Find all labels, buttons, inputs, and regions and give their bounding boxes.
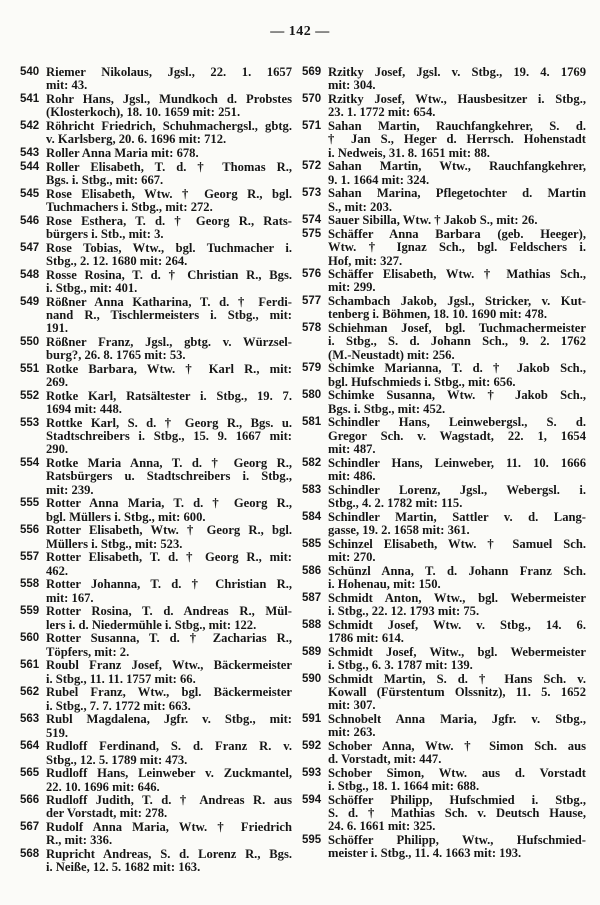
entry-text-line: R., mit: 336. — [46, 833, 113, 848]
register-entry — [20, 457, 292, 497]
register-entry — [20, 242, 292, 269]
entry-number: 583 — [302, 483, 322, 496]
entry-text-line: Rubl Magdalena, Jgfr. v. Stbg., mit: — [46, 712, 292, 727]
entry-number: 566 — [20, 794, 40, 807]
register-entry — [20, 215, 292, 242]
register-entry — [20, 336, 292, 363]
entry-text-line: d. Vorstadt, mit: 447. — [328, 752, 442, 767]
entry-text-line: Sahan Martin, Rauchfangkehrer, S. d. — [328, 118, 586, 133]
register-entry — [20, 147, 292, 160]
entry-text-line: 23. 1. 1772 mit: 654. — [328, 105, 436, 120]
register-entry — [302, 646, 586, 673]
entry-text-line: Schmidt Josef, Witw., bgl. Webermeister — [328, 644, 586, 659]
entry-text-line: tenberg i. Böhmen, 18. 10. 1690 mit: 478. — [328, 307, 547, 322]
entry-text-line: Rose Elisabeth, Wtw. † Georg R., bgl. — [46, 186, 292, 201]
entry-text-line: bgl. Hufschmieds i. Stbg., mit: 656. — [328, 374, 516, 389]
entry-number: 562 — [20, 686, 40, 699]
entry-text-line: Rottke Karl, S. d. † Georg R., Bgs. u. — [46, 415, 292, 430]
entry-text-line: meister i. Stbg., 11. 4. 1663 mit: 193. — [328, 846, 522, 861]
entry-text-line: i. Stbg., 22. 12. 1793 mit: 75. — [328, 603, 480, 618]
entry-text-line: burg?, 26. 8. 1765 mit: 53. — [46, 348, 186, 363]
entry-text-line: (Klosterkoch), 18. 10. 1659 mit: 251. — [46, 105, 241, 120]
entry-text-line: Rosse Rosina, T. d. † Christian R., Bgs. — [46, 267, 292, 282]
entry-number: 568 — [20, 848, 40, 861]
entry-number: 579 — [302, 362, 322, 375]
entry-number: 556 — [20, 524, 40, 537]
entry-text-line: S. d. † Mathias Sch. v. Deutsch Hause, — [328, 806, 586, 821]
register-entry — [20, 524, 292, 551]
entry-text-line: Schinzel Elisabeth, Wtw. † Samuel Sch. — [328, 536, 586, 551]
entry-text-line: Schmidt Martin, S. d. † Hans Sch. v. — [328, 671, 586, 686]
entry-number: 587 — [302, 591, 322, 604]
register-entry — [20, 740, 292, 767]
entry-text-line: Rotter Anna Maria, T. d. † Georg R., — [46, 496, 292, 511]
entry-text-line: mit: 299. — [328, 280, 376, 295]
entry-number: 551 — [20, 362, 40, 375]
page-number: — 142 — — [270, 24, 330, 39]
register-entry — [20, 605, 292, 632]
entry-number: 580 — [302, 389, 322, 402]
entry-text-line: mit: 270. — [328, 549, 376, 564]
entry-number: 547 — [20, 241, 40, 254]
entry-text-line: Bgs. i. Stbg., mit: 667. — [46, 172, 164, 187]
entry-text-line: Rzitky Josef, Wtw., Hausbesitzer i. Stbg., — [328, 91, 586, 106]
entry-text-line: der Vorstadt, mit: 278. — [46, 806, 168, 821]
entry-text-line: Rotter Elisabeth, T. d. † Georg R., mit: — [46, 550, 292, 565]
register-entry — [302, 66, 586, 93]
left-column — [20, 66, 292, 875]
register-entry — [302, 767, 586, 794]
register-entry — [20, 269, 292, 296]
entry-text-line: i. Nedweis, 31. 8. 1651 mit: 88. — [328, 145, 490, 160]
entry-number: 557 — [20, 551, 40, 564]
entry-text-line: 462. — [46, 563, 69, 578]
register-entry — [302, 268, 586, 295]
register-entry — [20, 848, 292, 875]
entry-text-line: i. Stbg., 6. 3. 1787 mit: 139. — [328, 657, 473, 672]
entry-text-line: 519. — [46, 725, 69, 740]
register-entry — [302, 93, 586, 120]
entry-text-line: Kowall (Fürstentum Olssnitz), 11. 5. 1652 — [328, 684, 586, 699]
register-entry — [302, 538, 586, 565]
entry-number: 554 — [20, 457, 40, 470]
register-entry — [20, 632, 292, 659]
entry-text-line: (M.-Neustadt) mit: 256. — [328, 347, 455, 362]
entry-text-line: Röhricht Friedrich, Schuhmachergsl., gbtg. — [46, 118, 292, 133]
register-entry — [302, 713, 586, 740]
register-entry — [20, 551, 292, 578]
register-entry — [302, 187, 586, 214]
entry-text-line: Schimke Marianna, T. d. † Jakob Sch., — [328, 361, 586, 376]
entry-number: 576 — [302, 268, 322, 281]
entry-text-line: Müllers i. Stbg., mit: 523. — [46, 536, 183, 551]
entry-text-line: Schindler Hans, Leinweber, 11. 10. 1666 — [328, 455, 586, 470]
entry-text-line: Rudloff Hans, Leinweber v. Zuckmantel, — [46, 766, 292, 781]
entry-text-line: Rohr Hans, Jgsl., Mundkoch d. Probstes — [46, 91, 292, 106]
entry-text-line: Roller Anna Maria mit: 678. — [46, 145, 199, 160]
entry-number: 592 — [302, 739, 322, 752]
entry-text-line: v. Karlsberg, 20. 6. 1696 mit: 712. — [46, 132, 227, 147]
entry-text-line: Rößner Anna Katharina, T. d. † Ferdi- — [46, 294, 292, 309]
register-entry — [302, 457, 586, 484]
entry-text-line: 24. 6. 1661 mit: 325. — [328, 819, 436, 834]
entry-text-line: 1786 mit: 614. — [328, 630, 404, 645]
register-entry — [20, 93, 292, 120]
entry-text-line: mit: 304. — [328, 78, 376, 93]
entry-number: 541 — [20, 92, 40, 105]
entry-number: 574 — [302, 214, 322, 227]
register-entry — [302, 740, 586, 767]
entry-text-line: Stbg., 4. 2. 1782 mit: 115. — [328, 495, 463, 510]
entry-number: 591 — [302, 712, 322, 725]
entry-number: 584 — [302, 510, 322, 523]
register-entry — [20, 686, 292, 713]
entry-text-line: mit: 43. — [46, 78, 88, 93]
register-entry — [20, 66, 292, 93]
entry-text-line: Rose Esthera, T. d. † Georg R., Rats- — [46, 213, 292, 228]
entry-number: 578 — [302, 322, 322, 335]
entry-text-line: † Jan S., Heger d. Herrsch. Hohenstadt — [328, 132, 586, 147]
entry-number: 581 — [302, 416, 322, 429]
entry-number: 555 — [20, 497, 40, 510]
entry-text-line: Rotter Rosina, T. d. Andreas R., Mül- — [46, 604, 292, 619]
entry-text-line: Roubl Franz Josef, Wtw., Bäckermeister — [46, 658, 292, 673]
register-entry — [302, 592, 586, 619]
entry-text-line: Rotter Johanna, T. d. † Christian R., — [46, 577, 292, 592]
register-entry — [20, 767, 292, 794]
entry-text-line: mit: 307. — [328, 698, 376, 713]
entry-number: 540 — [20, 66, 40, 78]
entry-number: 559 — [20, 605, 40, 618]
register-entry — [302, 120, 586, 160]
entry-text-line: 269. — [46, 375, 69, 390]
entry-text-line: Tuchmachers i. Stbg., mit: 272. — [46, 199, 213, 214]
entry-text-line: Stadtschreibers i. Stbg., 15. 9. 1667 mit: — [46, 429, 292, 444]
register-entry — [20, 296, 292, 336]
entry-text-line: Schünzl Anna, T. d. Johann Franz Sch. — [328, 563, 586, 578]
entry-text-line: Schöffer Philipp, Hufschmied i. Stbg., — [328, 792, 586, 807]
entry-text-line: Schindler Lorenz, Jgsl., Webergsl. i. — [328, 482, 586, 497]
entry-text-line: Gregor Sch. v. Wagstadt, 22. 1, 1654 — [328, 428, 586, 443]
register-entry — [302, 484, 586, 511]
entry-number: 590 — [302, 672, 322, 685]
entry-number: 546 — [20, 214, 40, 227]
entry-text-line: Wtw. † Ignaz Sch., bgl. Feldschers i. — [328, 240, 586, 255]
register-entry — [20, 188, 292, 215]
entry-text-line: i. Neiße, 12. 5. 1682 mit: 163. — [46, 860, 201, 875]
entry-text-line: Bgs. i. Stbg., mit: 452. — [328, 401, 446, 416]
entry-text-line: Sahan Marina, Pflegetochter d. Martin — [328, 186, 586, 201]
entry-text-line: gasse, 19. 2. 1658 mit: 361. — [328, 522, 470, 537]
entry-text-line: i. Stbg., 7. 7. 1772 mit: 663. — [46, 698, 191, 713]
entry-text-line: Schöffer Philipp, Wtw., Hufschmied- — [328, 833, 586, 848]
entry-text-line: Schindler Hans, Leinwebergsl., S. d. — [328, 415, 586, 430]
entry-text-line: Sahan Martin, Wtw., Rauchfangkehrer, — [328, 159, 586, 174]
register-entry — [302, 565, 586, 592]
entry-number: 548 — [20, 268, 40, 281]
entry-text-line: Schindler Martin, Sattler v. d. Lang- — [328, 509, 586, 524]
entry-text-line: Schnobelt Anna Maria, Jgfr. v. Stbg., — [328, 711, 586, 726]
entry-text-line: Stbg., 2. 12. 1680 mit: 264. — [46, 253, 188, 268]
entry-number: 545 — [20, 187, 40, 200]
entry-text-line: Rudloff Ferdinand, S. d. Franz R. v. — [46, 739, 292, 754]
right-column — [302, 66, 586, 861]
entry-text-line: Stbg., 12. 5. 1789 mit: 473. — [46, 752, 188, 767]
entry-text-line: bgl. Müllers i. Stbg., mit: 600. — [46, 509, 206, 524]
entry-text-line: Rose Tobias, Wtw., bgl. Tuchmacher i. — [46, 240, 292, 255]
entry-text-line: mit: 167. — [46, 590, 94, 605]
register-entry — [302, 389, 586, 416]
register-entry — [302, 511, 586, 538]
entry-text-line: Hof, mit: 327. — [328, 253, 403, 268]
entry-number: 560 — [20, 632, 40, 645]
entry-text-line: mit: 487. — [328, 442, 376, 456]
entry-number: 550 — [20, 335, 40, 348]
entry-text-line: Schmidt Josef, Wtw. v. Stbg., 14. 6. — [328, 617, 586, 632]
register-entry — [302, 794, 586, 834]
entry-text-line: Rotter Elisabeth, Wtw. † Georg R., bgl. — [46, 523, 292, 538]
entry-text-line: Schambach Jakob, Jgsl., Stricker, v. Kut- — [328, 294, 586, 309]
entry-text-line: Rößner Franz, Jgsl., gbtg. v. Würzsel- — [46, 334, 292, 349]
entry-number: 558 — [20, 578, 40, 591]
register-entry — [302, 362, 586, 389]
entry-number: 564 — [20, 740, 40, 753]
entry-number: 567 — [20, 821, 40, 834]
entry-text-line: mit: 239. — [46, 482, 94, 497]
entry-text-line: Rzitky Josef, Jgsl. v. Stbg., 19. 4. 1769 — [328, 65, 586, 79]
entry-text-line: S., mit: 203. — [328, 199, 393, 214]
entry-number: 549 — [20, 295, 40, 308]
entry-text-line: Töpfers, mit: 2. — [46, 644, 130, 659]
register-entry — [20, 417, 292, 457]
entry-text-line: i. Stbg., 18. 1. 1664 mit: 688. — [328, 779, 480, 794]
entry-number: 552 — [20, 389, 40, 402]
entry-text-line: Ratsbürgers u. Stadtschreibers i. Stbg., — [46, 469, 292, 484]
entry-text-line: lers i. d. Niedermühle i. Stbg., mit: 122. — [46, 617, 257, 632]
register-entry — [302, 673, 586, 713]
entry-text-line: Schimke Susanna, Wtw. † Jakob Sch., — [328, 388, 586, 403]
entry-number: 595 — [302, 834, 322, 847]
entry-number: 575 — [302, 227, 322, 240]
entry-text-line: Schober Simon, Wtw. aus d. Vorstadt — [328, 765, 586, 780]
entry-text-line: i. Stbg., 11. 11. 1757 mit: 66. — [46, 671, 196, 686]
entry-number: 594 — [302, 793, 322, 806]
entry-text-line: Schiehman Josef, bgl. Tuchmachermeister — [328, 321, 586, 336]
entry-text-line: i. Hohenau, mit: 150. — [328, 576, 441, 591]
entry-number: 565 — [20, 767, 40, 780]
register-entry — [20, 659, 292, 686]
entry-number: 543 — [20, 146, 40, 159]
register-entry — [302, 214, 586, 227]
entry-text-line: Rubel Franz, Wtw., bgl. Bäckermeister — [46, 685, 292, 700]
entry-text-line: Rotke Maria Anna, T. d. † Georg R., — [46, 456, 292, 471]
entry-number: 570 — [302, 92, 322, 105]
entry-number: 544 — [20, 160, 40, 173]
entry-text-line: Sauer Sibilla, Wtw. † Jakob S., mit: 26. — [328, 213, 538, 228]
entry-text-line: Rotke Karl, Ratsältester i. Stbg., 19. 7. — [46, 388, 292, 403]
register-entry — [302, 322, 586, 362]
register-entry — [20, 821, 292, 848]
entry-text-line: Roller Elisabeth, T. d. † Thomas R., — [46, 159, 292, 174]
entry-text-line: Rudloff Judith, T. d. † Andreas R. aus — [46, 793, 292, 808]
register-entry — [20, 578, 292, 605]
register-entry — [302, 834, 586, 861]
entry-number: 571 — [302, 119, 322, 132]
entry-number: 572 — [302, 160, 322, 173]
entry-number: 573 — [302, 187, 322, 200]
entry-text-line: 22. 10. 1696 mit: 646. — [46, 779, 160, 794]
entry-text-line: bürgers i. Stb., mit: 3. — [46, 226, 164, 241]
entry-text-line: 1694 mit: 448. — [46, 402, 122, 417]
entry-number: 585 — [302, 537, 322, 550]
entry-text-line: Rupricht Andreas, S. d. Lorenz R., Bgs. — [46, 847, 292, 862]
entry-text-line: Schmidt Anton, Wtw., bgl. Webermeister — [328, 590, 586, 605]
entry-number: 553 — [20, 416, 40, 429]
register-entry — [302, 619, 586, 646]
entry-text-line: mit: 263. — [328, 725, 376, 740]
register-entry — [302, 416, 586, 456]
entry-text-line: Schober Anna, Wtw. † Simon Sch. aus — [328, 738, 586, 753]
entry-text-line: Rudolf Anna Maria, Wtw. † Friedrich — [46, 820, 292, 835]
entry-number: 542 — [20, 119, 40, 132]
entry-text-line: mit: 486. — [328, 468, 376, 483]
entry-text-line: i. Stbg., S. d. Johann Sch., 9. 2. 1762 — [328, 334, 586, 349]
entry-number: 586 — [302, 564, 322, 577]
register-entry — [20, 794, 292, 821]
register-entry — [20, 120, 292, 147]
entry-number: 577 — [302, 295, 322, 308]
register-entry — [20, 390, 292, 417]
register-entry — [302, 295, 586, 322]
entry-text-line: Schäffer Anna Barbara (geb. Heeger), — [328, 226, 586, 241]
register-entry — [20, 363, 292, 390]
entry-number: 569 — [302, 66, 322, 78]
entry-text-line: i. Stbg., mit: 401. — [46, 280, 138, 295]
entry-text-line: 191. — [46, 321, 69, 336]
entry-text-line: Rotter Susanna, T. d. † Zacharias R., — [46, 631, 292, 646]
entry-number: 589 — [302, 645, 322, 658]
register-entry — [20, 161, 292, 188]
entry-text-line: Riemer Nikolaus, Jgsl., 22. 1. 1657 — [46, 65, 292, 79]
register-entry — [20, 497, 292, 524]
entry-number: 588 — [302, 618, 322, 631]
entry-text-line: Schäffer Elisabeth, Wtw. † Mathias Sch., — [328, 267, 586, 282]
entry-number: 593 — [302, 766, 322, 779]
entry-number: 563 — [20, 713, 40, 726]
entry-text-line: nand R., Tischlermeisters i. Stbg., mit: — [46, 307, 292, 322]
entry-text-line: Rotke Barbara, Wtw. † Karl R., mit: — [46, 361, 292, 376]
entry-text-line: 290. — [46, 442, 69, 457]
register-entry — [302, 160, 586, 187]
entry-number: 582 — [302, 456, 322, 469]
register-entry — [302, 228, 586, 268]
entry-text-line: 9. 1. 1664 mit: 324. — [328, 172, 430, 187]
register-entry — [20, 713, 292, 740]
entry-number: 561 — [20, 659, 40, 672]
